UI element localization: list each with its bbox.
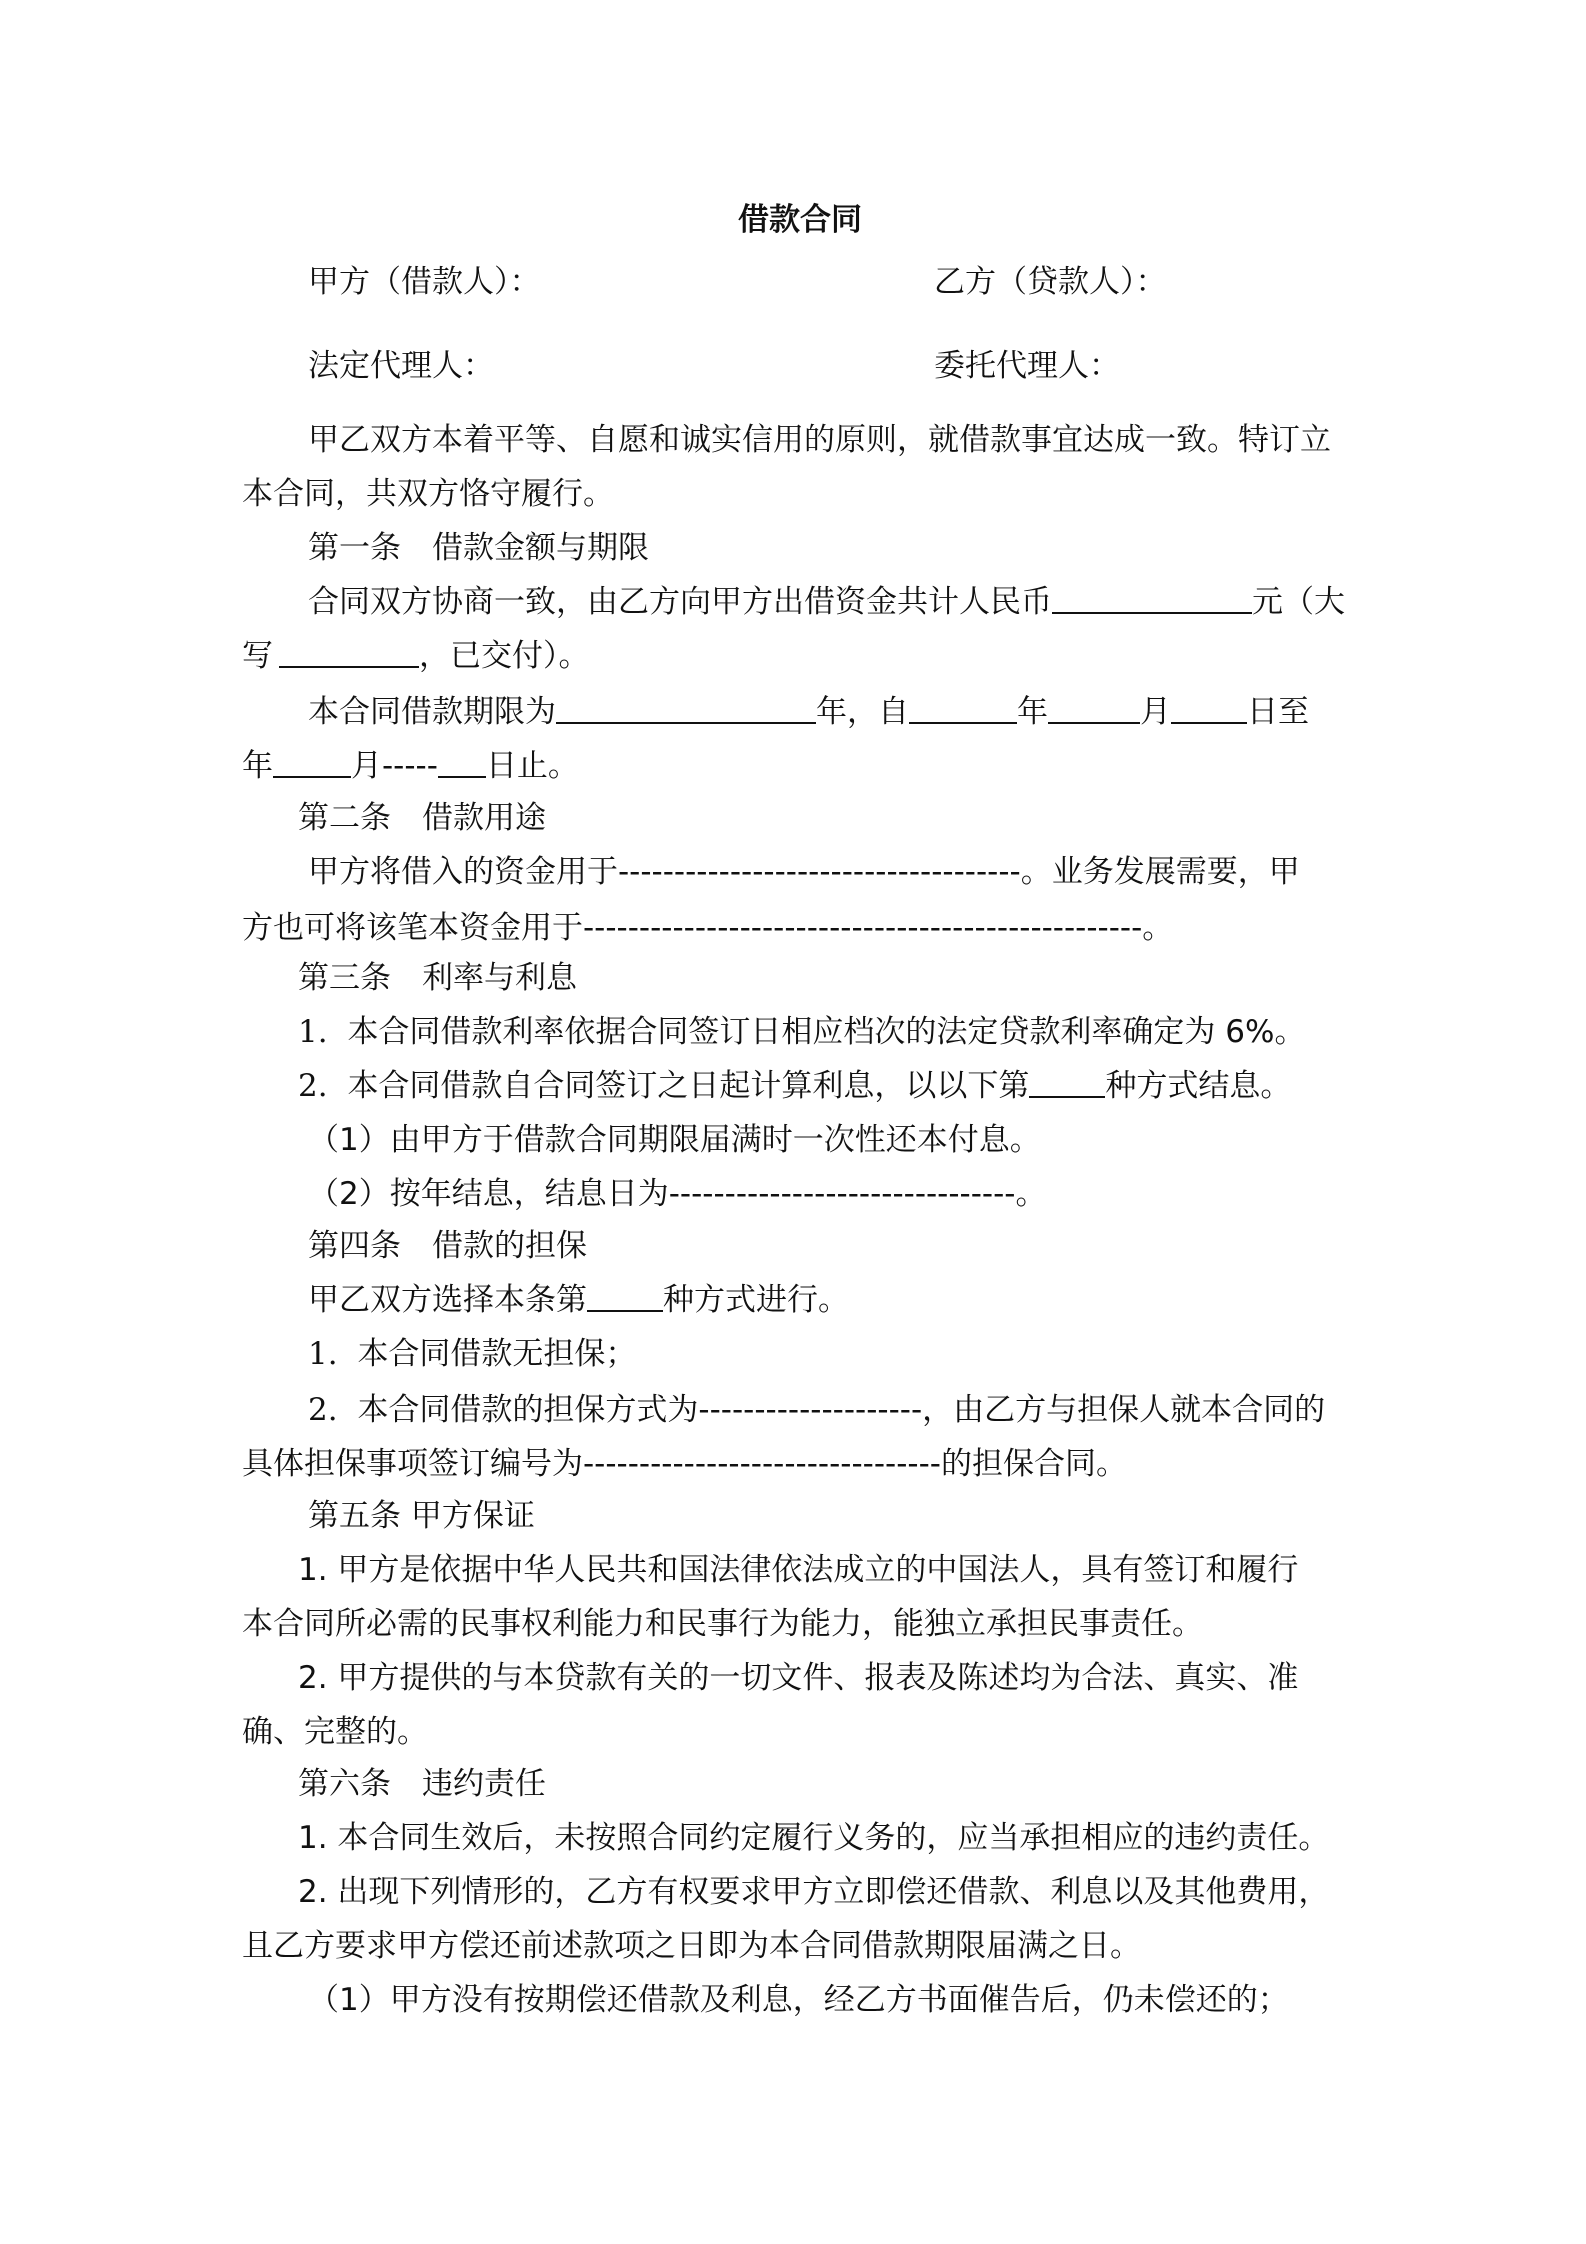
article-3-item-1 xyxy=(298,1012,1305,1052)
article-6-item-2-line-2: 且乙方要求甲方偿还前述款项之日即为本合同借款期限届满之日。 xyxy=(242,1928,1141,1964)
amount-text: 合同双方协商一致，由乙方向甲方出借资金共计人民币 xyxy=(308,584,1052,620)
party-a-label: 甲方（借款人）： xyxy=(308,264,541,300)
article-6-sub-1: （1）甲方没有按期偿还借款及利息，经乙方书面催告后，仍未偿还的； xyxy=(308,1982,1289,2018)
article-4-choose-line xyxy=(308,1280,849,1320)
article-4-item-1 xyxy=(308,1334,636,1374)
start-day-blank[interactable] xyxy=(1171,692,1247,724)
article-1-term-line xyxy=(308,692,1309,732)
item-number: 2. xyxy=(308,1392,338,1428)
article-1-heading: 第一条 借款金额与期限 xyxy=(308,530,649,566)
article-3-item-2 xyxy=(298,1066,1291,1106)
guarantee-method-blank[interactable] xyxy=(587,1280,663,1312)
item-text: 本合同借款的担保方式为--------------------，由乙方与担保人就本合同的 xyxy=(357,1392,1326,1428)
article-1-amount-line xyxy=(308,582,1345,622)
end-month-label: 月----- xyxy=(351,748,438,784)
article-4-heading: 第四条 借款的担保 xyxy=(308,1228,587,1264)
article-5-heading: 第五条 甲方保证 xyxy=(308,1498,535,1534)
legal-agent-label: 法定代理人： xyxy=(308,348,494,384)
article-1-amount-line-2 xyxy=(242,636,590,676)
article-5-item-2-line-1: 2. 甲方提供的与本贷款有关的一切文件、报表及陈述均为合法、真实、准 xyxy=(298,1660,1299,1696)
amount-capital-label: 写 xyxy=(242,638,273,674)
article-1-term-line-2 xyxy=(242,746,579,786)
item-text: 本合同借款利率依据合同签订日相应档次的法定贷款利率确定为 6%。 xyxy=(347,1014,1306,1050)
article-5-item-1-line-2: 本合同所必需的民事权利能力和民事行为能力，能独立承担民事责任。 xyxy=(242,1606,1203,1642)
start-month-blank[interactable] xyxy=(1048,692,1140,724)
term-year: 年 xyxy=(1017,694,1048,730)
article-3-sub-2: （2）按年结息，结息日为-------------------------------。 xyxy=(308,1176,1047,1212)
article-2-line-2: 方也可将该笔本资金用于--------------------------------------------------。 xyxy=(242,910,1174,946)
article-2-heading: 第二条 借款用途 xyxy=(298,800,546,836)
intro-line-2: 本合同，共双方恪守履行。 xyxy=(242,476,614,512)
end-day-blank[interactable] xyxy=(438,746,486,778)
article-6-item-1: 1. 本合同生效后，未按照合同约定履行义务的，应当承担相应的违约责任。 xyxy=(298,1820,1330,1856)
end-year-label: 年 xyxy=(242,748,273,784)
article-6-item-2-line-1: 2. 出现下列情形的，乙方有权要求甲方立即偿还借款、利息以及其他费用， xyxy=(298,1874,1330,1910)
intro-line-1: 甲乙双方本着平等、自愿和诚实信用的原则，就借款事宜达成一致。特订立 xyxy=(308,422,1331,458)
article-3-heading: 第三条 利率与利息 xyxy=(298,960,577,996)
amount-blank[interactable] xyxy=(1052,582,1252,614)
article-4-item-2-line-2: 具体担保事项签订编号为--------------------------------的担保合同。 xyxy=(242,1446,1127,1482)
item-number: 1. xyxy=(308,1336,338,1372)
amount-delivered: ，已交付）。 xyxy=(419,638,590,674)
item-text: 本合同借款无担保； xyxy=(357,1336,637,1372)
end-month-blank[interactable] xyxy=(273,746,351,778)
item-text: 本合同借款自合同签订之日起计算利息，以以下第 xyxy=(347,1068,1030,1104)
article-6-heading: 第六条 违约责任 xyxy=(298,1766,546,1802)
start-year-blank[interactable] xyxy=(909,692,1017,724)
amount-unit: 元（大 xyxy=(1252,584,1345,620)
article-5-item-2-line-2: 确、完整的。 xyxy=(242,1714,428,1750)
settlement-method-blank[interactable] xyxy=(1029,1066,1105,1098)
end-day-label: 日止。 xyxy=(485,748,579,784)
document-title: 借款合同 xyxy=(738,202,862,238)
term-years-blank[interactable] xyxy=(556,692,816,724)
term-year-from: 年，自 xyxy=(816,694,909,730)
entrusted-agent-label: 委托代理人： xyxy=(934,348,1120,384)
choose-text-end: 种方式进行。 xyxy=(663,1282,849,1318)
choose-text: 甲乙双方选择本条第 xyxy=(308,1282,587,1318)
term-day-to: 日至 xyxy=(1247,694,1309,730)
party-b-label: 乙方（贷款人）： xyxy=(934,264,1167,300)
article-4-item-2 xyxy=(308,1390,1325,1430)
article-5-item-1-line-1: 1. 甲方是依据中华人民共和国法律依法成立的中国法人，具有签订和履行 xyxy=(298,1552,1299,1588)
item-number: 2. xyxy=(298,1068,328,1104)
article-2-line-1: 甲方将借入的资金用于------------------------------------。业务发展需要，甲 xyxy=(308,854,1300,890)
item-text-end: 种方式结息。 xyxy=(1105,1068,1292,1104)
term-text: 本合同借款期限为 xyxy=(308,694,556,730)
amount-capital-blank[interactable] xyxy=(279,636,419,668)
item-number: 1. xyxy=(298,1014,328,1050)
term-month: 月 xyxy=(1140,694,1171,730)
article-3-sub-1: （1）由甲方于借款合同期限届满时一次性还本付息。 xyxy=(308,1122,1041,1158)
